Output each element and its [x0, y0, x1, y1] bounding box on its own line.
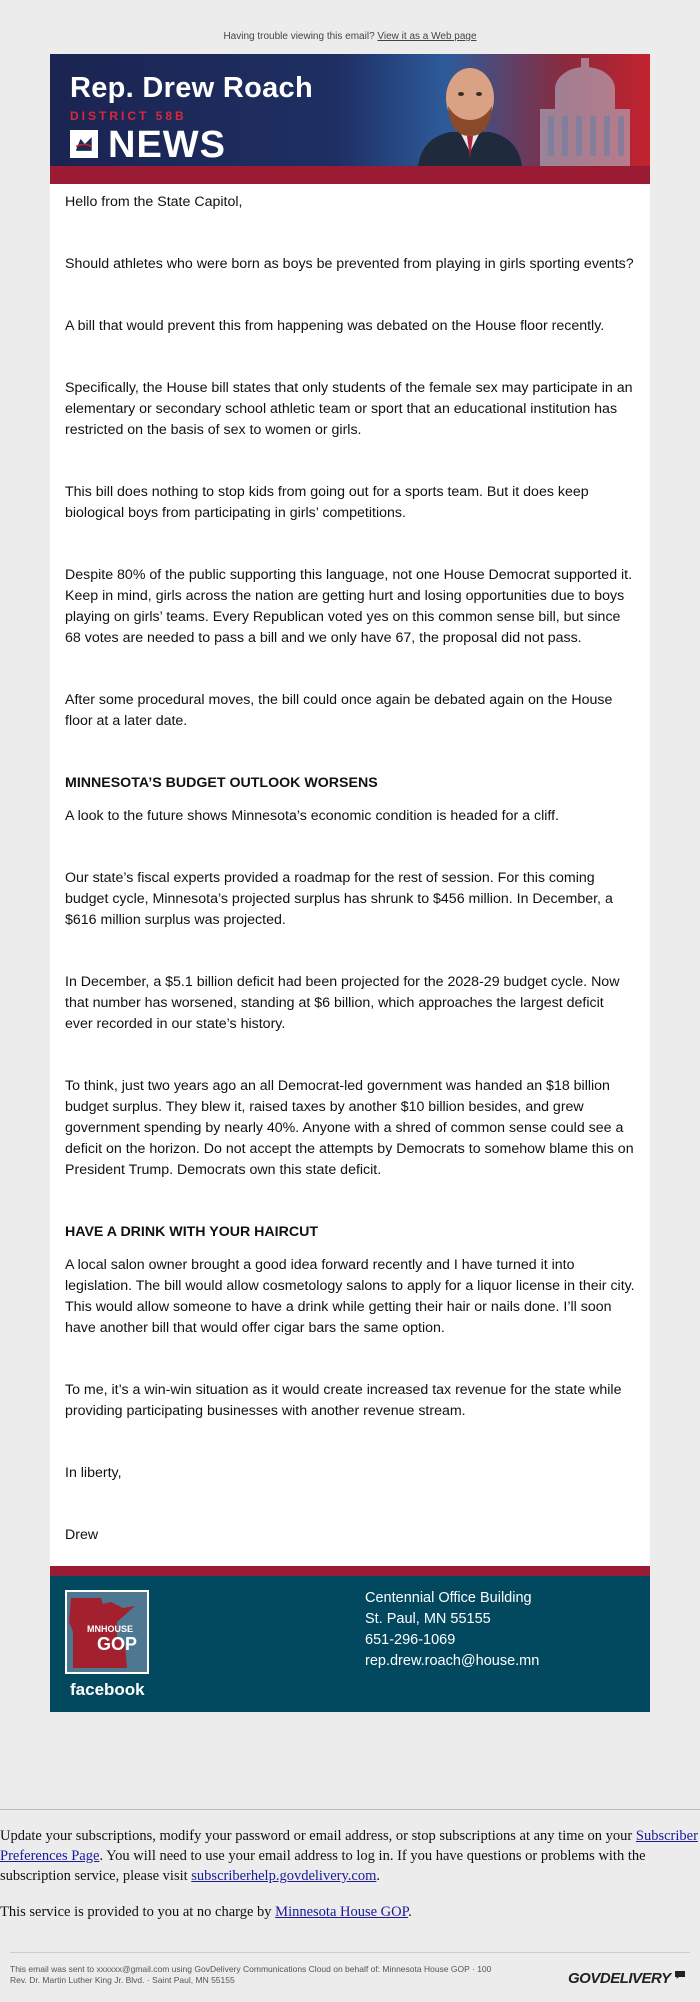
- banner-title: Rep. Drew Roach: [70, 72, 313, 104]
- legal-line-2: Rev. Dr. Martin Luther King Jr. Blvd. · Saint Paul, MN 55155: [10, 1975, 235, 1985]
- subscription-info: [0, 1809, 700, 1922]
- paragraph: Our state’s fiscal experts provided a roadmap for the rest of session. For this coming budget cycle, Minnesota’s projected surplus has shrunk to $456 million. In December, a $616 million surplus was projected.: [65, 870, 613, 928]
- subscription-text-2: . You will need to use your email address to log in. If you have questions or problems with the subscription service, please visit: [0, 1848, 646, 1884]
- footer-red-stripe: [50, 1566, 650, 1576]
- paragraph: Should athletes who were born as boys be prevented from playing in girls sporting events?: [65, 256, 634, 272]
- service-end: .: [408, 1904, 412, 1920]
- subscription-text-1: Update your subscriptions, modify your password or email address, or stop subscriptions at any time on your: [0, 1828, 636, 1844]
- paragraph: Specifically, the House bill states that only students of the female sex may participate in an elementary or secondary school athletic team or sport that an educational institution has restricted on the basis of sex to women or girls.: [65, 380, 633, 438]
- banner-news: NEWS: [108, 124, 226, 166]
- signature: Drew: [65, 1527, 99, 1543]
- address-city: St. Paul, MN 55155: [365, 1611, 491, 1627]
- facebook-link[interactable]: facebook: [70, 1680, 145, 1699]
- contact-footer: [50, 1576, 650, 1712]
- banner-red-stripe: [50, 166, 650, 184]
- banner-district: DISTRICT 58B: [70, 109, 187, 123]
- paragraph: In liberty,: [65, 1465, 122, 1481]
- address-building: Centennial Office Building: [365, 1590, 532, 1606]
- trouble-viewing-note: [0, 0, 700, 54]
- address-phone[interactable]: 651-296-1069: [365, 1632, 456, 1648]
- paragraph: This bill does nothing to stop kids from going out for a sports team. But it does keep biological boys from participating in girls’ competitions.: [65, 484, 589, 521]
- newsletter-body: [50, 184, 650, 1566]
- subscription-paragraph: [0, 1810, 700, 1886]
- section-haircut: [65, 1255, 635, 1546]
- newsletter-banner: [50, 54, 650, 166]
- logo-house-text: HOUSE: [101, 1624, 134, 1634]
- section-budget: [65, 806, 635, 1181]
- legal-line-1: This email was sent to xxxxxx@gmail.com using GovDelivery Communications Cloud on behalf of: Minnesota House GOP · 100: [10, 1964, 492, 1974]
- paragraph: After some procedural moves, the bill could once again be debated again on the House floor at a later date.: [65, 692, 613, 729]
- service-paragraph: [0, 1886, 700, 1922]
- newsletter-card: [50, 54, 650, 1712]
- contact-address: [365, 1588, 539, 1672]
- subscription-text-3: .: [376, 1868, 380, 1884]
- address-email[interactable]: rep.drew.roach@house.mn: [365, 1653, 540, 1669]
- paragraph: Despite 80% of the public supporting this language, not one House Democrat supported it. Keep in mind, girls across the nation are getting hurt and losing opportunities due to boys playing on girls’ teams. Every Republican voted yes on this common sense bill, but since 68 votes are needed to pass a bill and we only have 67, the proposal did not pass.: [65, 567, 633, 646]
- paragraph: To me, it’s a win-win situation as it would create increased tax revenue for the state while providing participating businesses with another revenue stream.: [65, 1382, 622, 1419]
- logo-mn-text: MN: [87, 1624, 101, 1634]
- heading-haircut: HAVE A DRINK WITH YOUR HAIRCUT: [65, 1224, 319, 1240]
- service-text: This service is provided to you at no charge by: [0, 1904, 276, 1920]
- paragraph: A bill that would prevent this from happening was debated on the House floor recently.: [65, 318, 605, 334]
- govdelivery-logo[interactable]: [568, 1970, 686, 1987]
- paragraph: In December, a $5.1 billion deficit had been projected for the 2028-29 budget cycle. Now that number has worsened, standing at $6 billion, which approaches the largest deficit ever recorded in our state’s history.: [65, 974, 620, 1032]
- speech-bubble-icon: [674, 1970, 686, 1980]
- mn-house-logo-icon: [70, 130, 98, 158]
- mn-house-gop-logo[interactable]: [65, 1590, 149, 1674]
- section-intro: [65, 192, 635, 732]
- subscriber-help-link[interactable]: subscriberhelp.govdelivery.com: [191, 1868, 377, 1884]
- govdelivery-text: GOVDELIVERY: [568, 1970, 671, 1987]
- subscriber-preferences-link[interactable]: Subscriber Preferences Page: [0, 1828, 698, 1864]
- representative-portrait: [400, 54, 540, 166]
- paragraph: A look to the future shows Minnesota’s economic condition is headed for a cliff.: [65, 808, 559, 824]
- paragraph: Hello from the State Capitol,: [65, 194, 243, 210]
- paragraph: To think, just two years ago an all Democrat-led government was handed an $18 billion budget surplus. They blew it, raised taxes by another $10 billion besides, and grew government spending by nearly 40%. Anyone with a shred of common sense could see a deficit on the horizon. Do not accept the attempts by Democrats to somehow blame this on President Trump. Democrats own this state deficit.: [65, 1078, 634, 1178]
- logo-gop-text: GOP: [97, 1634, 138, 1654]
- legal-notice: [10, 1964, 530, 1986]
- minnesota-house-gop-link[interactable]: Minnesota House GOP: [275, 1904, 409, 1920]
- heading-budget: MINNESOTA’S BUDGET OUTLOOK WORSENS: [65, 775, 378, 791]
- paragraph: A local salon owner brought a good idea forward recently and I have turned it into legislation. The bill would allow cosmetology salons to apply for a liquor license in their city. This would allow someone to have a drink while getting their hair or nails done. I’ll soon have another bill that would offer cigar bars the same option.: [65, 1257, 635, 1336]
- web-page-link[interactable]: View it as a Web page: [377, 31, 477, 42]
- trouble-viewing-text: Having trouble viewing this email?: [223, 31, 375, 42]
- legal-divider: [10, 1952, 690, 1953]
